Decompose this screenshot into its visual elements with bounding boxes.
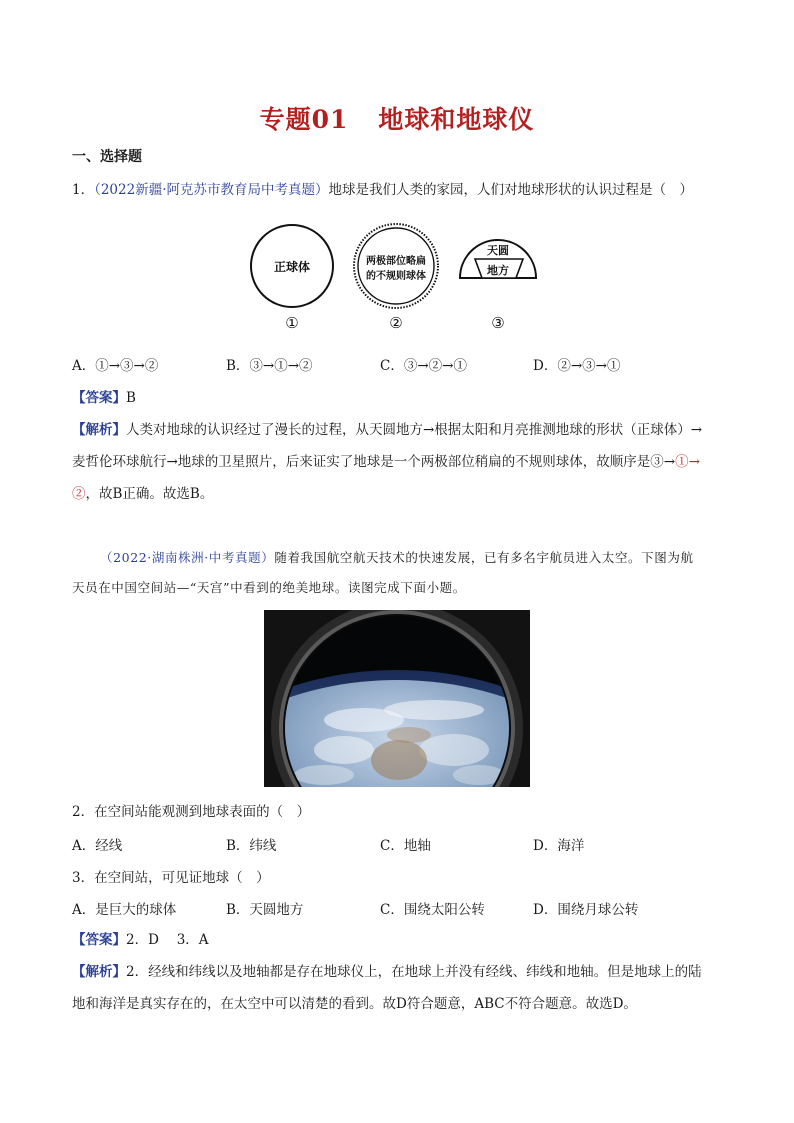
question-3-option-a[interactable]: A．是巨大的球体 xyxy=(72,902,177,918)
question-1-stem xyxy=(72,178,693,198)
sphere-label: 正球体 xyxy=(273,260,311,274)
question-2-option-a[interactable]: A．经线 xyxy=(72,838,123,854)
group-answer xyxy=(72,928,209,948)
oblate-spheroid-label-line1: 两极部位略扁 xyxy=(366,256,426,267)
question-1-text: 地球是我们人类的家园，人们对地球形状的认识过程是（ ） xyxy=(328,182,693,198)
question-1-explanation-line2 xyxy=(72,450,700,470)
figure-label-2: ② xyxy=(389,314,403,332)
question-3-option-b[interactable]: B．天圆地方 xyxy=(226,902,304,918)
explanation-highlight: ①→ xyxy=(675,454,700,470)
question-1-number: 1． xyxy=(72,182,95,198)
explanation-text: 2．经线和纬线以及地轴都是存在地球仪上，在地球上并没有经线、纬线和地轴。但是地球上的陆 xyxy=(126,964,702,980)
oblate-spheroid-label-line2: 的不规则球体 xyxy=(366,271,426,282)
question-2-option-d[interactable]: D．海洋 xyxy=(533,838,585,854)
question-2-option-c[interactable]: C．地轴 xyxy=(380,838,431,854)
question-1-source: （2022新疆·阿克苏市教育局中考真题） xyxy=(94,182,329,198)
space-station-earth-photo xyxy=(264,610,530,787)
explanation-highlight: ② xyxy=(72,486,86,502)
question-2-stem: 2．在空间站能观测到地球表面的（ ） xyxy=(72,804,311,820)
page-title-topic-name: 地球和地球仪 xyxy=(378,105,535,134)
question-1-explanation-line3 xyxy=(72,482,213,502)
square-earth-label: 地方 xyxy=(487,264,509,277)
explanation-text: 麦哲伦环球航行→地球的卫星照片，后来证实了地球是一个两极部位稍扁的不规则球体，故顺序是③→ xyxy=(72,454,676,470)
explanation-text: 人类对地球的认识经过了漫长的过程，从天圆地方→根据太阳和月亮推测地球的形状（正球体）→ xyxy=(126,422,703,438)
group-source: （2022·湖南株洲·中考真题） xyxy=(100,550,275,565)
question-1-option-c[interactable]: C．③→②→① xyxy=(380,358,467,374)
figure-label-3: ③ xyxy=(491,314,505,332)
explanation-text: ，故B正确。故选B。 xyxy=(85,486,214,502)
question-1-options xyxy=(0,354,794,374)
answer-value: 2．D 3．A xyxy=(126,932,209,948)
question-1-option-b[interactable]: B．③→①→② xyxy=(226,358,313,374)
question-3-option-d[interactable]: D．围绕月球公转 xyxy=(533,902,639,918)
answer-tag: 【答案】 xyxy=(72,390,126,406)
question-2-options xyxy=(0,834,794,854)
earth-shape-figure xyxy=(240,218,560,334)
explanation-tag: 【解析】 xyxy=(72,422,126,438)
question-1-answer xyxy=(72,386,136,406)
answer-value: B xyxy=(126,390,136,406)
question-1-option-d[interactable]: D．②→③→① xyxy=(533,358,621,374)
question-1-option-a[interactable]: A．①→③→② xyxy=(72,358,159,374)
answer-tag: 【答案】 xyxy=(72,932,126,948)
group-lead-text: 随着我国航空航天技术的快速发展，已有多名宇航员进入太空。下图为航 xyxy=(274,550,694,565)
group-lead-line2: 天员在中国空间站—“天宫”中看到的绝美地球。读图完成下面小题。 xyxy=(72,580,466,595)
group-explanation-line1 xyxy=(72,960,702,980)
question-3-options xyxy=(0,898,794,918)
figure-label-1: ① xyxy=(285,314,299,332)
question-1-explanation-line1 xyxy=(72,418,702,438)
question-3-stem: 3．在空间站，可见证地球（ ） xyxy=(72,870,270,886)
group-explanation-line2: 地和海洋是真实存在的，在太空中可以清楚的看到。故D符合题意，ABC不符合题意。故选D。 xyxy=(72,996,637,1012)
explanation-tag: 【解析】 xyxy=(72,964,126,980)
question-3-option-c[interactable]: C．围绕太阳公转 xyxy=(380,902,485,918)
question-2-option-b[interactable]: B．纬线 xyxy=(226,838,277,854)
page-title-topic-number: 专题01 xyxy=(259,105,349,134)
page-title xyxy=(0,100,794,136)
section-heading: 一、选择题 xyxy=(72,149,142,165)
group-lead-line1 xyxy=(100,548,694,566)
dome-label: 天圆 xyxy=(487,244,509,257)
